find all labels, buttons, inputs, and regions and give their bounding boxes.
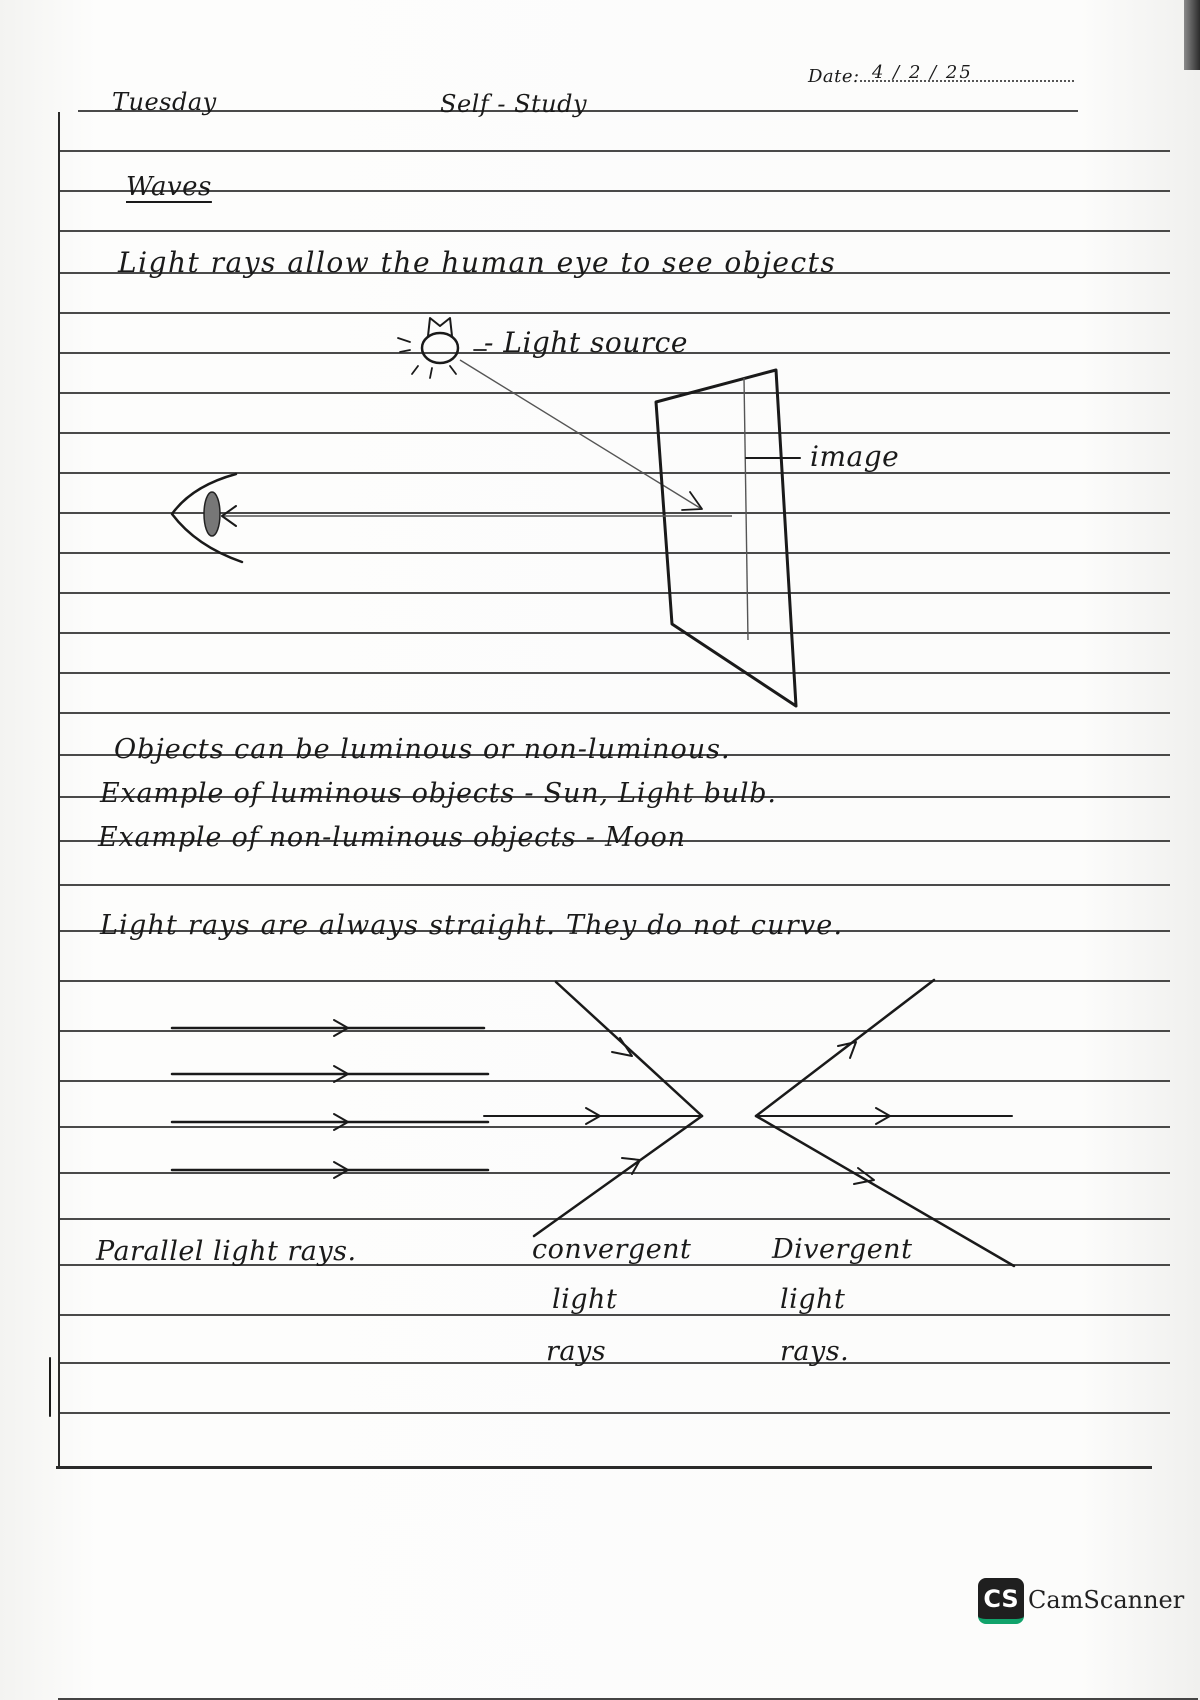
light-bulb-icon	[398, 318, 486, 378]
divergent-rays-drawing	[756, 980, 1014, 1266]
divergent-label-line: Divergent	[772, 1234, 913, 1265]
image-label: image	[810, 440, 900, 473]
section-heading: Waves	[126, 172, 212, 202]
convergent-rays-drawing	[484, 982, 702, 1236]
date-label: Date:	[808, 66, 860, 87]
note-line: Example of luminous objects - Sun, Light bulb.	[100, 778, 777, 809]
camscanner-logo-icon	[978, 1578, 1024, 1624]
mirror-shape	[656, 370, 800, 706]
convergent-label-line: light	[552, 1284, 618, 1315]
note-line: Light rays allow the human eye to see objects	[118, 246, 837, 279]
convergent-label-line: rays	[546, 1336, 607, 1367]
eye-icon	[172, 474, 242, 562]
incident-ray	[460, 360, 702, 510]
divergent-label-line: light	[780, 1284, 846, 1315]
page-title: Self - Study	[440, 90, 588, 118]
camscanner-brand: CamScanner	[1028, 1586, 1185, 1614]
divergent-label-line: rays.	[780, 1336, 850, 1367]
note-line: Example of non-luminous objects - Moon	[98, 822, 686, 853]
parallel-rays-drawing	[172, 1020, 488, 1178]
convergent-label-line: convergent	[532, 1234, 692, 1265]
note-line: Light rays are always straight. They do not curve.	[100, 910, 844, 941]
light-source-label: - Light source	[484, 326, 688, 359]
note-line: Objects can be luminous or non-luminous.	[114, 734, 731, 765]
parallel-rays-label: Parallel light rays.	[96, 1236, 357, 1267]
date-value: 4 / 2 / 25	[872, 62, 973, 83]
reflected-ray	[222, 506, 732, 526]
day-label: Tuesday	[112, 88, 217, 116]
logo-text: CS	[983, 1584, 1019, 1613]
